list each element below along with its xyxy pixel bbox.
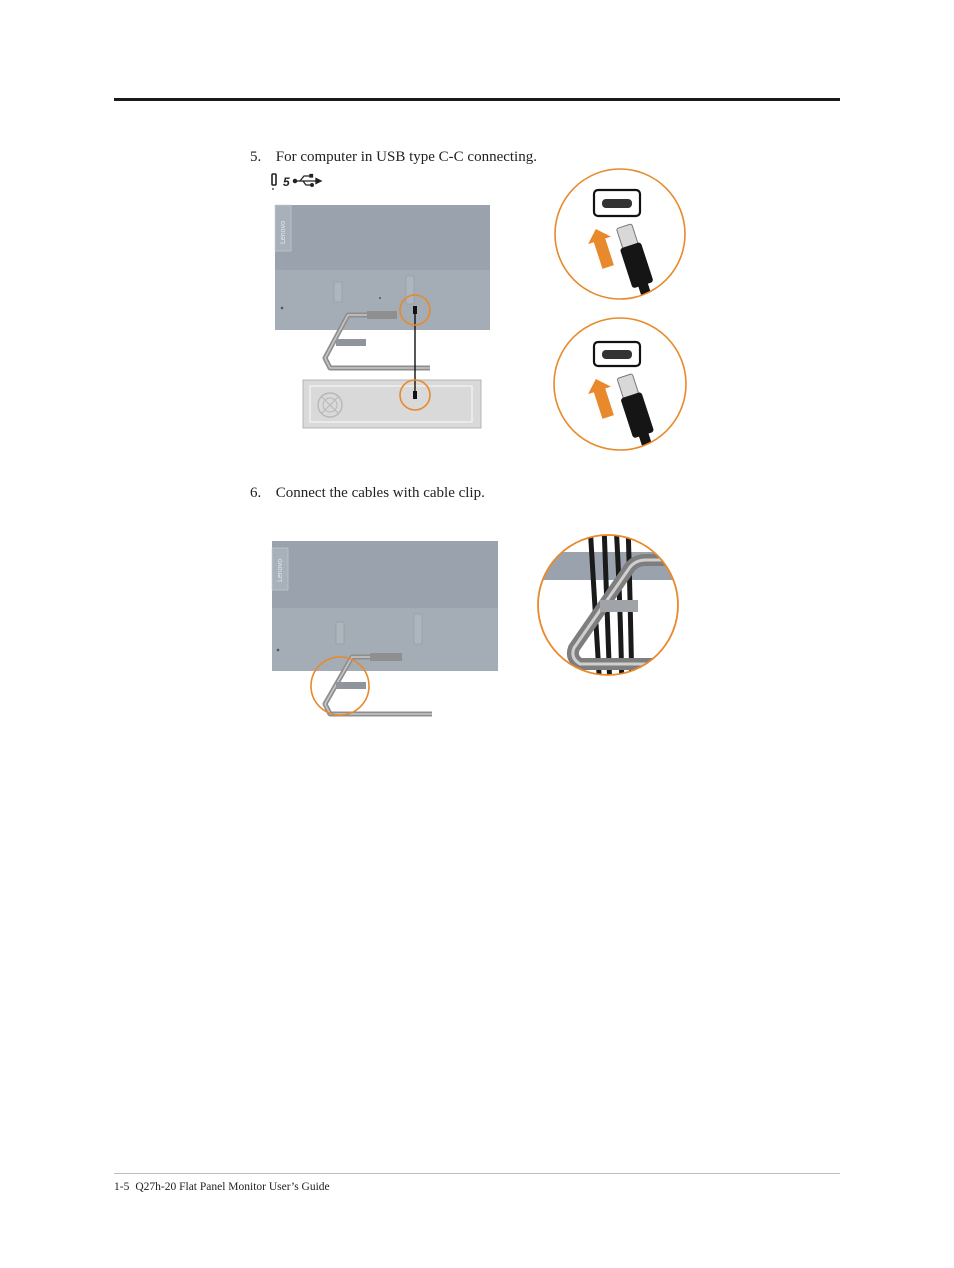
footer-rule	[114, 1173, 840, 1174]
usbc-plug-zoom-computer	[552, 316, 690, 452]
top-rule	[114, 98, 840, 101]
monitor-brand-label: Lenovo	[277, 559, 284, 582]
page-footer	[114, 1181, 336, 1193]
step-6-text: Connect the cables with cable clip.	[275, 485, 485, 501]
usb-type-c-icon	[272, 174, 276, 190]
step-6	[250, 485, 485, 502]
step-5-text: For computer in USB type C-C connecting.	[275, 149, 537, 165]
usb-5-mark	[270, 171, 330, 191]
monitor-brand-label: Lenovo	[280, 221, 287, 244]
footer-page-number: 1-5	[114, 1181, 130, 1193]
step-6-number: 6.	[250, 485, 262, 501]
monitor-cable-clip-figure	[270, 536, 502, 722]
monitor-usbc-connection-figure	[270, 200, 500, 435]
usbc-plug-zoom-monitor	[552, 168, 690, 300]
cable-clip-zoom	[534, 530, 682, 680]
step-5	[250, 149, 537, 166]
usb-trident-icon	[293, 175, 321, 187]
footer-guide-title: Q27h-20 Flat Panel Monitor User’s Guide	[135, 1181, 330, 1193]
step-5-number: 5.	[250, 149, 262, 165]
usb-mark-digit: 5	[283, 175, 290, 189]
